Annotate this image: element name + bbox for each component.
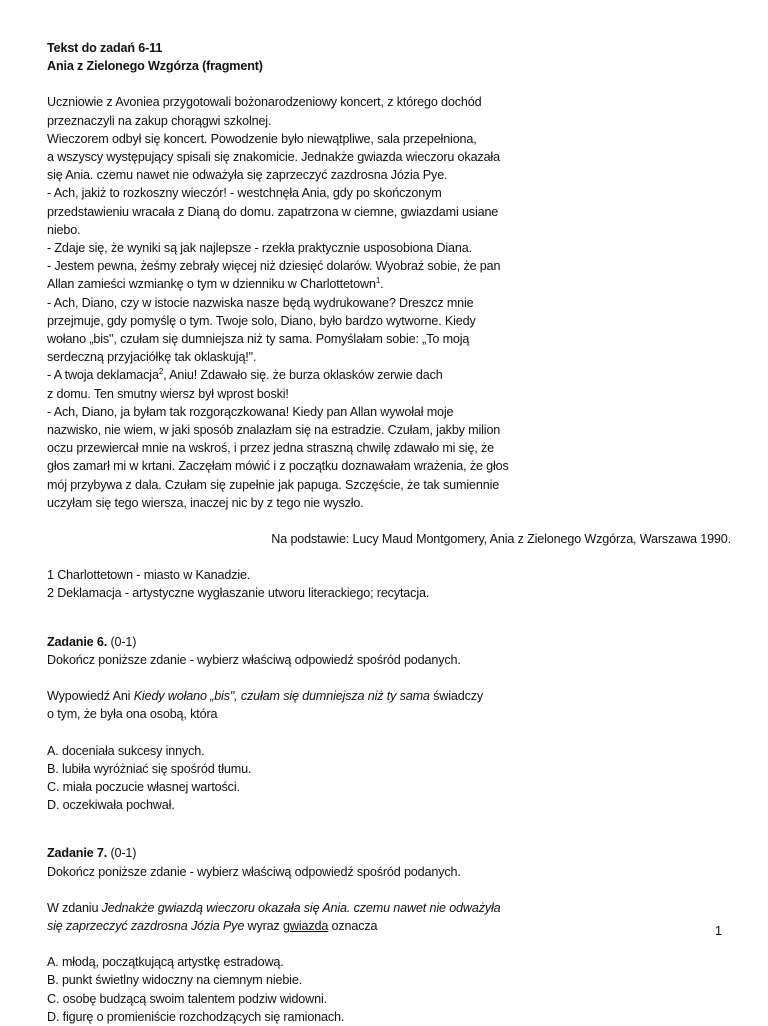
question-text: wyraz [244, 918, 284, 933]
answer-option-b[interactable]: B. lubiła wyróżniać się spośród tłumu. [47, 761, 252, 776]
document-content [47, 39, 737, 1026]
text-line: - Ach, jakiż to rozkoszny wieczór! - westchnęła Ania, gdy po skończonym [47, 186, 442, 201]
question-quote: Jednakże gwiazdą wieczoru okazała się Ania. czemu nawet nie odważyła [101, 900, 501, 915]
text-line: - Ach, Diano, czy w istocie nazwiska nasze będą wydrukowane? Dreszcz mnie [47, 295, 474, 310]
text-fragment: Allan zamieści wzmiankę o tym w dzienniku w Charlottetown [47, 277, 376, 292]
text-fragment: . [380, 277, 384, 292]
task-heading [47, 633, 737, 651]
task-question [47, 917, 737, 935]
underlined-word: gwiazda [283, 918, 329, 933]
answer-option-c[interactable]: C. osobę budzącą swoim talentem podziw widowni. [47, 991, 327, 1006]
question-text: W zdaniu [47, 900, 102, 915]
text-line: oczu przewiercał mnie na wskroś, i przez jedna straszną chwilę zdawało mi się, że [47, 441, 495, 456]
text-line: - Zdaje się, że wyniki są jak najlepsze - rzekła praktycznie usposobiona Diana. [47, 241, 472, 256]
task-question [47, 687, 737, 705]
answer-option-a[interactable]: A. doceniała sukcesy innych. [47, 743, 205, 758]
task-label: Zadanie 7. [47, 846, 108, 861]
text-line: - Ach, Diano, ja byłam tak rozgorączkowana! Kiedy pan Allan wywołał moje [47, 404, 454, 419]
task-7 [47, 844, 737, 1026]
question-text: Wypowiedź Ani [47, 689, 134, 704]
question-text: świadczy [429, 689, 484, 704]
text-line: serdeczną przyjaciółkę tak oklaskują!". [47, 350, 257, 365]
question-quote: się zaprzeczyć zazdrosna Józia Pye [47, 918, 245, 933]
question-quote: Kiedy wołano „bis", czułam się dumniejsza niż ty sama [133, 689, 430, 704]
source-citation: Na podstawie: Lucy Maud Montgomery, Ania z Zielonego Wzgórza, Warszawa 1990. [271, 532, 731, 547]
task-heading [47, 844, 737, 862]
text-line: się Ania. czemu nawet nie odważyła się zaprzeczyć zazdrosna Józia Pye. [47, 168, 448, 183]
text-line: przeznaczyli na zakup chorągwi szkolnej. [47, 113, 272, 128]
text-line: a wszyscy występujący spisali się znakomicie. Jednakże gwiazda wieczoru okazała [47, 150, 500, 165]
task-instruction: Dokończ poniższe zdanie - wybierz właściwą odpowiedź spośród podanych. [47, 652, 461, 667]
text-line: niebo. [47, 222, 81, 237]
task-instruction: Dokończ poniższe zdanie - wybierz właściwą odpowiedź spośród podanych. [47, 864, 461, 879]
answer-option-d[interactable]: D. oczekiwała pochwał. [47, 798, 175, 813]
answer-option-b[interactable]: B. punkt świetlny widoczny na ciemnym niebie. [47, 973, 303, 988]
task-question [47, 899, 737, 917]
text-line: Wieczorem odbył się koncert. Powodzenie było niewątpliwe, sala przepełniona, [47, 131, 477, 146]
answer-option-d[interactable]: D. figurę o promieniście rozchodzących się ramionach. [47, 1009, 345, 1024]
text-line: wołano „bis", czułam się dumniejsza niż ty sama. Pomyślałam sobie: „To moją [47, 332, 470, 347]
footnote-ref: 2 [158, 367, 164, 377]
task-question: o tym, że była ona osobą, która [47, 707, 218, 722]
text-line: Uczniowie z Avoniea przygotowali bożonarodzeniowy koncert, z którego dochód [47, 95, 482, 110]
question-text: oznacza [328, 918, 378, 933]
text-line [47, 275, 737, 293]
answer-option-a[interactable]: A. młodą, początkującą artystkę estradową. [47, 955, 284, 970]
section-title: Tekst do zadań 6-11 [47, 41, 163, 55]
literary-text [47, 93, 737, 512]
task-points: (0-1) [107, 634, 137, 649]
text-line: z domu. Ten smutny wiersz był wprost boski! [47, 386, 289, 401]
text-line: uczyłam się tego wiersza, inaczej nic by z tego nie wyszło. [47, 495, 364, 510]
text-line [47, 366, 737, 384]
text-line: przejmuje, gdy pomyślę o tym. Twoje solo, Diano, było bardzo wytworne. Kiedy [47, 313, 476, 328]
text-fragment: , Aniu! Zdawało się. że burza oklasków zerwie dach [163, 368, 443, 383]
footnote-ref: 1 [375, 276, 381, 286]
answer-option-c[interactable]: C. miała poczucie własnej wartości. [47, 779, 240, 794]
text-line: - Jestem pewna, żeśmy zebrały więcej niż dziesięć dolarów. Wyobraź sobie, że pan [47, 259, 501, 274]
text-title: Ania z Zielonego Wzgórza (fragment) [47, 59, 263, 74]
text-line: mój przybywa z dala. Czułam się zupełnie jak papuga. Szczęście, że tak sumiennie [47, 477, 500, 492]
text-line: głos zamarł mi w krtani. Zaczęłam mówić i z początku doznawałam wrażenia, że głos [47, 459, 509, 474]
footnote-1: 1 Charlottetown - miasto w Kanadzie. [47, 568, 251, 583]
task-points: (0-1) [107, 846, 137, 861]
footnote-2: 2 Deklamacja - artystyczne wygłaszanie utworu literackiego; recytacja. [47, 586, 430, 601]
task-label: Zadanie 6. [47, 634, 108, 649]
text-line: przedstawieniu wracała z Dianą do domu. zapatrzona w ciemne, gwiazdami usiane [47, 204, 499, 219]
text-fragment: - A twoja deklamacja [47, 368, 159, 383]
page-number: 1 [714, 924, 722, 938]
text-line: nazwisko, nie wiem, w jaki sposób znalazłam się na estradzie. Czułam, jakby milion [47, 423, 501, 438]
footnotes [47, 566, 737, 602]
task-6 [47, 633, 737, 815]
